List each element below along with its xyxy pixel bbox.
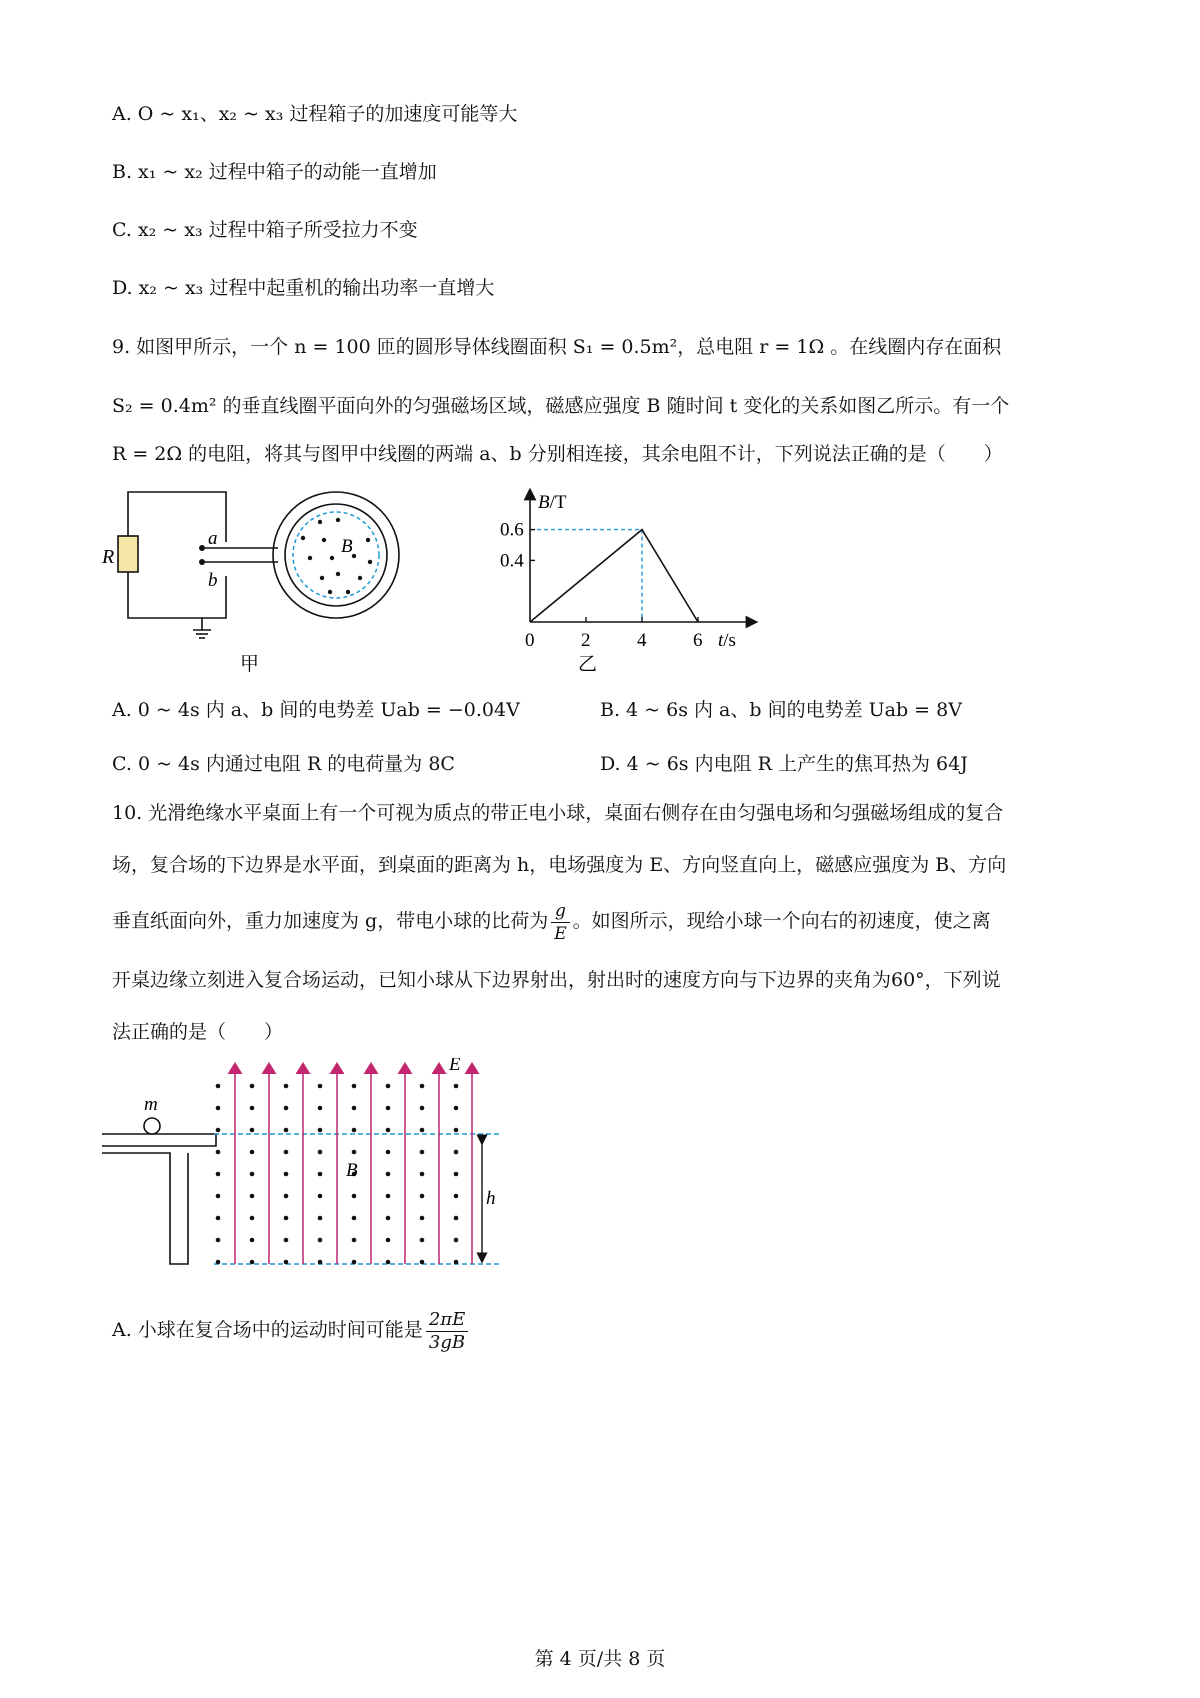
y-tick-label: 0.6 xyxy=(500,519,524,541)
label-a: a xyxy=(208,528,218,549)
magnetic-field-dot xyxy=(250,1216,255,1221)
magnetic-field-dot xyxy=(284,1260,289,1265)
magnetic-field-dot xyxy=(352,1260,357,1265)
magnetic-field-dot xyxy=(420,1128,425,1133)
magnetic-field-dot xyxy=(454,1260,459,1265)
label-m: m xyxy=(144,1094,158,1115)
magnetic-field-dot xyxy=(386,1216,391,1221)
label-R: R xyxy=(102,546,115,568)
magnetic-field-dot xyxy=(216,1260,221,1265)
q8-option-a: A. O ~ x₁、x₂ ~ x₃ 过程箱子的加速度可能等大 xyxy=(112,103,518,125)
caption-yi: 乙 xyxy=(578,654,598,675)
magnetic-field-dot xyxy=(216,1128,221,1133)
magnetic-field-dot xyxy=(318,1084,323,1089)
magnetic-field-dot xyxy=(318,1150,323,1155)
magnetic-field-dot xyxy=(386,1106,391,1111)
magnetic-field-dot xyxy=(318,1194,323,1199)
label-B: B xyxy=(346,1160,358,1181)
magnetic-field-dot xyxy=(318,1128,323,1133)
magnetic-field-dot xyxy=(250,1128,255,1133)
q8-option-c: C. x₂ ~ x₃ 过程中箱子所受拉力不变 xyxy=(112,219,418,241)
q10-stem-line4: 开桌边缘立刻进入复合场运动，已知小球从下边界射出，射出时的速度方向与下边界的夹角为60°，下列说 xyxy=(112,969,1001,991)
magnetic-field-dot xyxy=(250,1084,255,1089)
q10-option-a-text: A. 小球在复合场中的运动时间可能是 xyxy=(112,1319,423,1341)
x-tick-label: 4 xyxy=(637,630,647,651)
resistor xyxy=(118,536,138,572)
magnetic-field-dot xyxy=(216,1084,221,1089)
magnetic-field-dot xyxy=(454,1128,459,1133)
magnetic-field-dot xyxy=(318,1216,323,1221)
y-tick-label: 0.4 xyxy=(500,550,524,572)
magnetic-field-dot xyxy=(318,1238,323,1243)
magnetic-field-dot xyxy=(352,1194,357,1199)
magnetic-field-dot xyxy=(216,1106,221,1111)
label-B-field: B xyxy=(341,536,353,557)
frac-numerator: g xyxy=(551,900,569,923)
time-frac-numerator: 2πE xyxy=(426,1309,468,1332)
x-tick-label: 0 xyxy=(525,630,535,651)
magnetic-field-dot xyxy=(216,1194,221,1199)
magnetic-field-dot xyxy=(386,1128,391,1133)
q10-line3-part2: 。如图所示，现给小球一个向右的初速度，使之离 xyxy=(572,910,991,932)
label-E: E xyxy=(449,1058,461,1075)
magnetic-field-dot xyxy=(386,1172,391,1177)
q10-line3-part1: 垂直纸面向外，重力加速度为 g，带电小球的比荷为 xyxy=(112,910,549,932)
magnetic-field-dot xyxy=(454,1084,459,1089)
q10-stem-line5: 法正确的是（ ） xyxy=(112,1021,284,1043)
x-tick-label: 2 xyxy=(581,630,591,651)
q9-figure-yi-chart xyxy=(490,488,790,688)
magnetic-field-dot xyxy=(250,1172,255,1177)
magnetic-field-dot xyxy=(284,1172,289,1177)
x-tick-label: 6 xyxy=(693,630,703,651)
magnetic-field-dot xyxy=(250,1238,255,1243)
magnetic-field-dot xyxy=(454,1150,459,1155)
field-dots xyxy=(301,518,372,594)
time-fraction xyxy=(426,1309,468,1354)
magnetic-field-dot xyxy=(250,1260,255,1265)
label-h: h xyxy=(486,1188,496,1209)
q9-option-d: D. 4 ~ 6s 内电阻 R 上产生的焦耳热为 64J xyxy=(600,753,968,775)
magnetic-field-dot xyxy=(420,1106,425,1111)
magnetic-field-dot xyxy=(352,1084,357,1089)
q9-option-b: B. 4 ~ 6s 内 a、b 间的电势差 Uab = 8V xyxy=(600,699,962,721)
magnetic-field-dot xyxy=(352,1216,357,1221)
magnetic-field-dot xyxy=(386,1238,391,1243)
q8-option-d: D. x₂ ~ x₃ 过程中起重机的输出功率一直增大 xyxy=(112,277,495,299)
magnetic-field-dot xyxy=(420,1260,425,1265)
magnetic-field-dot xyxy=(386,1150,391,1155)
magnetic-field-dot xyxy=(352,1106,357,1111)
series-line xyxy=(530,530,698,622)
x-axis-label: t/s xyxy=(718,630,736,651)
magnetic-field-dot xyxy=(386,1260,391,1265)
q10-figure xyxy=(100,1058,560,1288)
ball xyxy=(144,1118,160,1134)
label-b: b xyxy=(208,570,218,591)
magnetic-field-dot xyxy=(386,1084,391,1089)
magnetic-field-dot xyxy=(386,1194,391,1199)
magnetic-field-dot xyxy=(454,1216,459,1221)
magnetic-field-dot xyxy=(284,1194,289,1199)
magnetic-field-dot xyxy=(420,1194,425,1199)
magnetic-field-dot xyxy=(454,1194,459,1199)
magnetic-field-dot xyxy=(216,1238,221,1243)
magnetic-field-dot xyxy=(454,1238,459,1243)
magnetic-field-dot xyxy=(284,1084,289,1089)
magnetic-field-dot xyxy=(318,1106,323,1111)
ratio-fraction xyxy=(551,900,569,945)
time-frac-denominator: 3gB xyxy=(428,1331,466,1353)
q10-stem-line1: 10. 光滑绝缘水平桌面上有一个可视为质点的带正电小球，桌面右侧存在由匀强电场和匀强磁场组成的复合 xyxy=(112,802,1004,824)
magnetic-field-dot xyxy=(352,1128,357,1133)
q10-option-a xyxy=(112,1300,471,1360)
magnetic-field-dot xyxy=(284,1106,289,1111)
magnetic-field-dot xyxy=(216,1150,221,1155)
magnetic-field-dot xyxy=(250,1106,255,1111)
table xyxy=(102,1134,216,1264)
q9-stem-line2: S₂ = 0.4m² 的垂直线圈平面向外的匀强磁场区域，磁感应强度 B 随时间 t 变化的关系如图乙所示。有一个 xyxy=(112,395,1010,417)
magnetic-field-dot xyxy=(318,1172,323,1177)
q8-option-b: B. x₁ ~ x₂ 过程中箱子的动能一直增加 xyxy=(112,161,437,183)
magnetic-field-dot xyxy=(420,1150,425,1155)
magnetic-field-dot xyxy=(216,1216,221,1221)
y-axis-label: B/T xyxy=(538,492,567,513)
frac-denominator: E xyxy=(554,923,567,944)
page-footer: 第 4 页/共 8 页 xyxy=(534,1648,666,1670)
q10-stem-line3 xyxy=(112,896,991,946)
q9-option-c: C. 0 ~ 4s 内通过电阻 R 的电荷量为 8C xyxy=(112,753,455,775)
magnetic-field-dot xyxy=(454,1106,459,1111)
magnetic-field-dot xyxy=(284,1216,289,1221)
caption-jia: 甲 xyxy=(240,654,260,675)
q9-stem-line3: R = 2Ω 的电阻，将其与图甲中线圈的两端 a、b 分别相连接，其余电阻不计，下列说法正确的是（ ） xyxy=(112,443,1003,465)
magnetic-field-dot xyxy=(420,1172,425,1177)
magnetic-field-dot xyxy=(352,1238,357,1243)
magnetic-field-dot xyxy=(420,1238,425,1243)
magnetic-field-dot xyxy=(420,1084,425,1089)
magnetic-field-dot xyxy=(420,1216,425,1221)
q9-stem-line1: 9. 如图甲所示，一个 n = 100 匝的圆形导体线圈面积 S₁ = 0.5m²，总电阻 r = 1Ω 。在线圈内存在面积 xyxy=(112,336,1002,358)
magnetic-field-dot xyxy=(454,1172,459,1177)
magnetic-field-dot xyxy=(250,1194,255,1199)
magnetic-field-dot xyxy=(216,1172,221,1177)
q9-figure-jia xyxy=(98,488,428,688)
q9-option-a: A. 0 ~ 4s 内 a、b 间的电势差 Uab = −0.04V xyxy=(112,699,520,721)
magnetic-field-dot xyxy=(318,1260,323,1265)
magnetic-field-dot xyxy=(284,1128,289,1133)
magnetic-field-dot xyxy=(284,1238,289,1243)
magnetic-field-dot xyxy=(352,1150,357,1155)
magnetic-field-dot xyxy=(250,1150,255,1155)
q10-stem-line2: 场，复合场的下边界是水平面，到桌面的距离为 h，电场强度为 E、方向竖直向上，磁感应强度为 B、方向 xyxy=(112,854,1007,876)
magnetic-field-dot xyxy=(284,1150,289,1155)
